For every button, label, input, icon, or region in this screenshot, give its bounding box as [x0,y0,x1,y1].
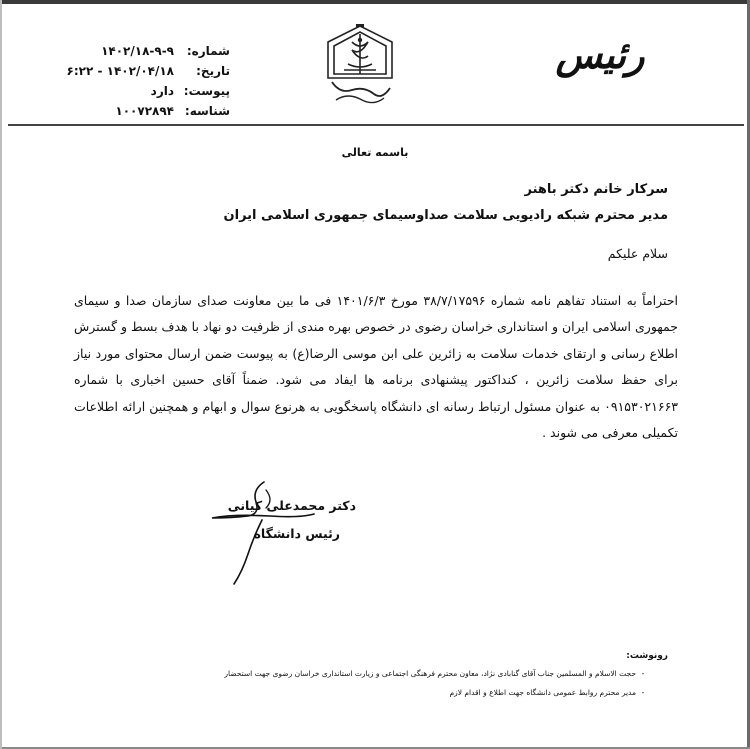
letter-meta [40,44,230,124]
cc-heading: رونوشت: [626,651,668,661]
meta-row-id [40,104,230,124]
cc-item [130,664,650,683]
meta-value: دارد [150,84,174,98]
meta-value: ۱۴۰۲/۰۴/۱۸ - ۶:۲۲ [66,64,174,78]
meta-label: پیوست: [183,84,230,98]
meta-value: ۱۴۰۲/۱۸-۹-۹ [101,44,174,58]
cc-bullet: - [641,688,645,697]
meta-label: تاریخ: [196,64,230,78]
meta-value: ۱۰۰۷۲۸۹۴ [115,104,174,118]
signatory-title: رئیس دانشگاه [253,526,340,541]
letter-body: احتراماً به استناد تفاهم نامه شماره ۳۸/۷/۱۷۵۹۶ مورخ ۱۴۰۱/۶/۳ فی ما بین معاونت صدای سازمان صدا و سیمای جمهوری اسلامی ایران و استانداری خراسان رضوی در خصوص بهره مندی از ظرفیت دو نهاد با هدف بسط و گسترش اطلاع رسانی و ارتقای خدمات سلامت به زائرین علی ابن موسی الرضا(ع) به پیوست ضمن ارسال محتوای مورد نیاز برای حفظ سلامت زائرین ، کنداکتور پیشنهادی برنامه ها ایفاد می شود. ضمناً آقای حسین اخباری با شماره ۰۹۱۵۳۰۲۱۶۶۳ به عنوان مسئول ارتباط رسانه ای دانشگاه پاسخگویی به هرنوع سوال و ابهام و همچنین ارائه اطلاعات تکمیلی معرفی می شوند . [74,293,678,441]
greeting: سلام علیکم [607,246,668,261]
addressee-position: مدیر محترم شبکه رادیویی سلامت صداوسیمای جمهوری اسلامی ایران [223,208,668,223]
logo-calligraphy-mark [332,82,390,96]
meta-label: شناسه: [184,104,230,118]
cc-item [130,683,650,702]
signatory-name: دکتر محمدعلی کیانی [227,498,356,513]
cc-list [130,664,650,702]
cc-item-text: مدیر محترم روابط عمومی دانشگاه جهت اطلاع و اقدام لازم [449,688,636,697]
window-frame-left [0,0,2,749]
letterhead-title: رئیس [555,32,645,77]
university-logo [318,20,402,116]
meta-row-number [40,44,230,64]
addressee-name: سرکار خانم دکتر باهنر [524,182,668,197]
meta-label: شماره: [186,44,230,58]
bismillah: باسمه تعالی [341,146,409,159]
window-frame-top [0,0,750,4]
meta-row-date [40,64,230,84]
header-divider [8,124,744,126]
cc-bullet: - [641,669,645,678]
cc-item-text: حجت الاسلام و المسلمین جناب آقای گنابادی نژاد، معاون محترم فرهنگی اجتماعی و زیارت استانداری خراسان رضوی جهت استحضار [224,669,636,678]
meta-row-attachment [40,84,230,104]
